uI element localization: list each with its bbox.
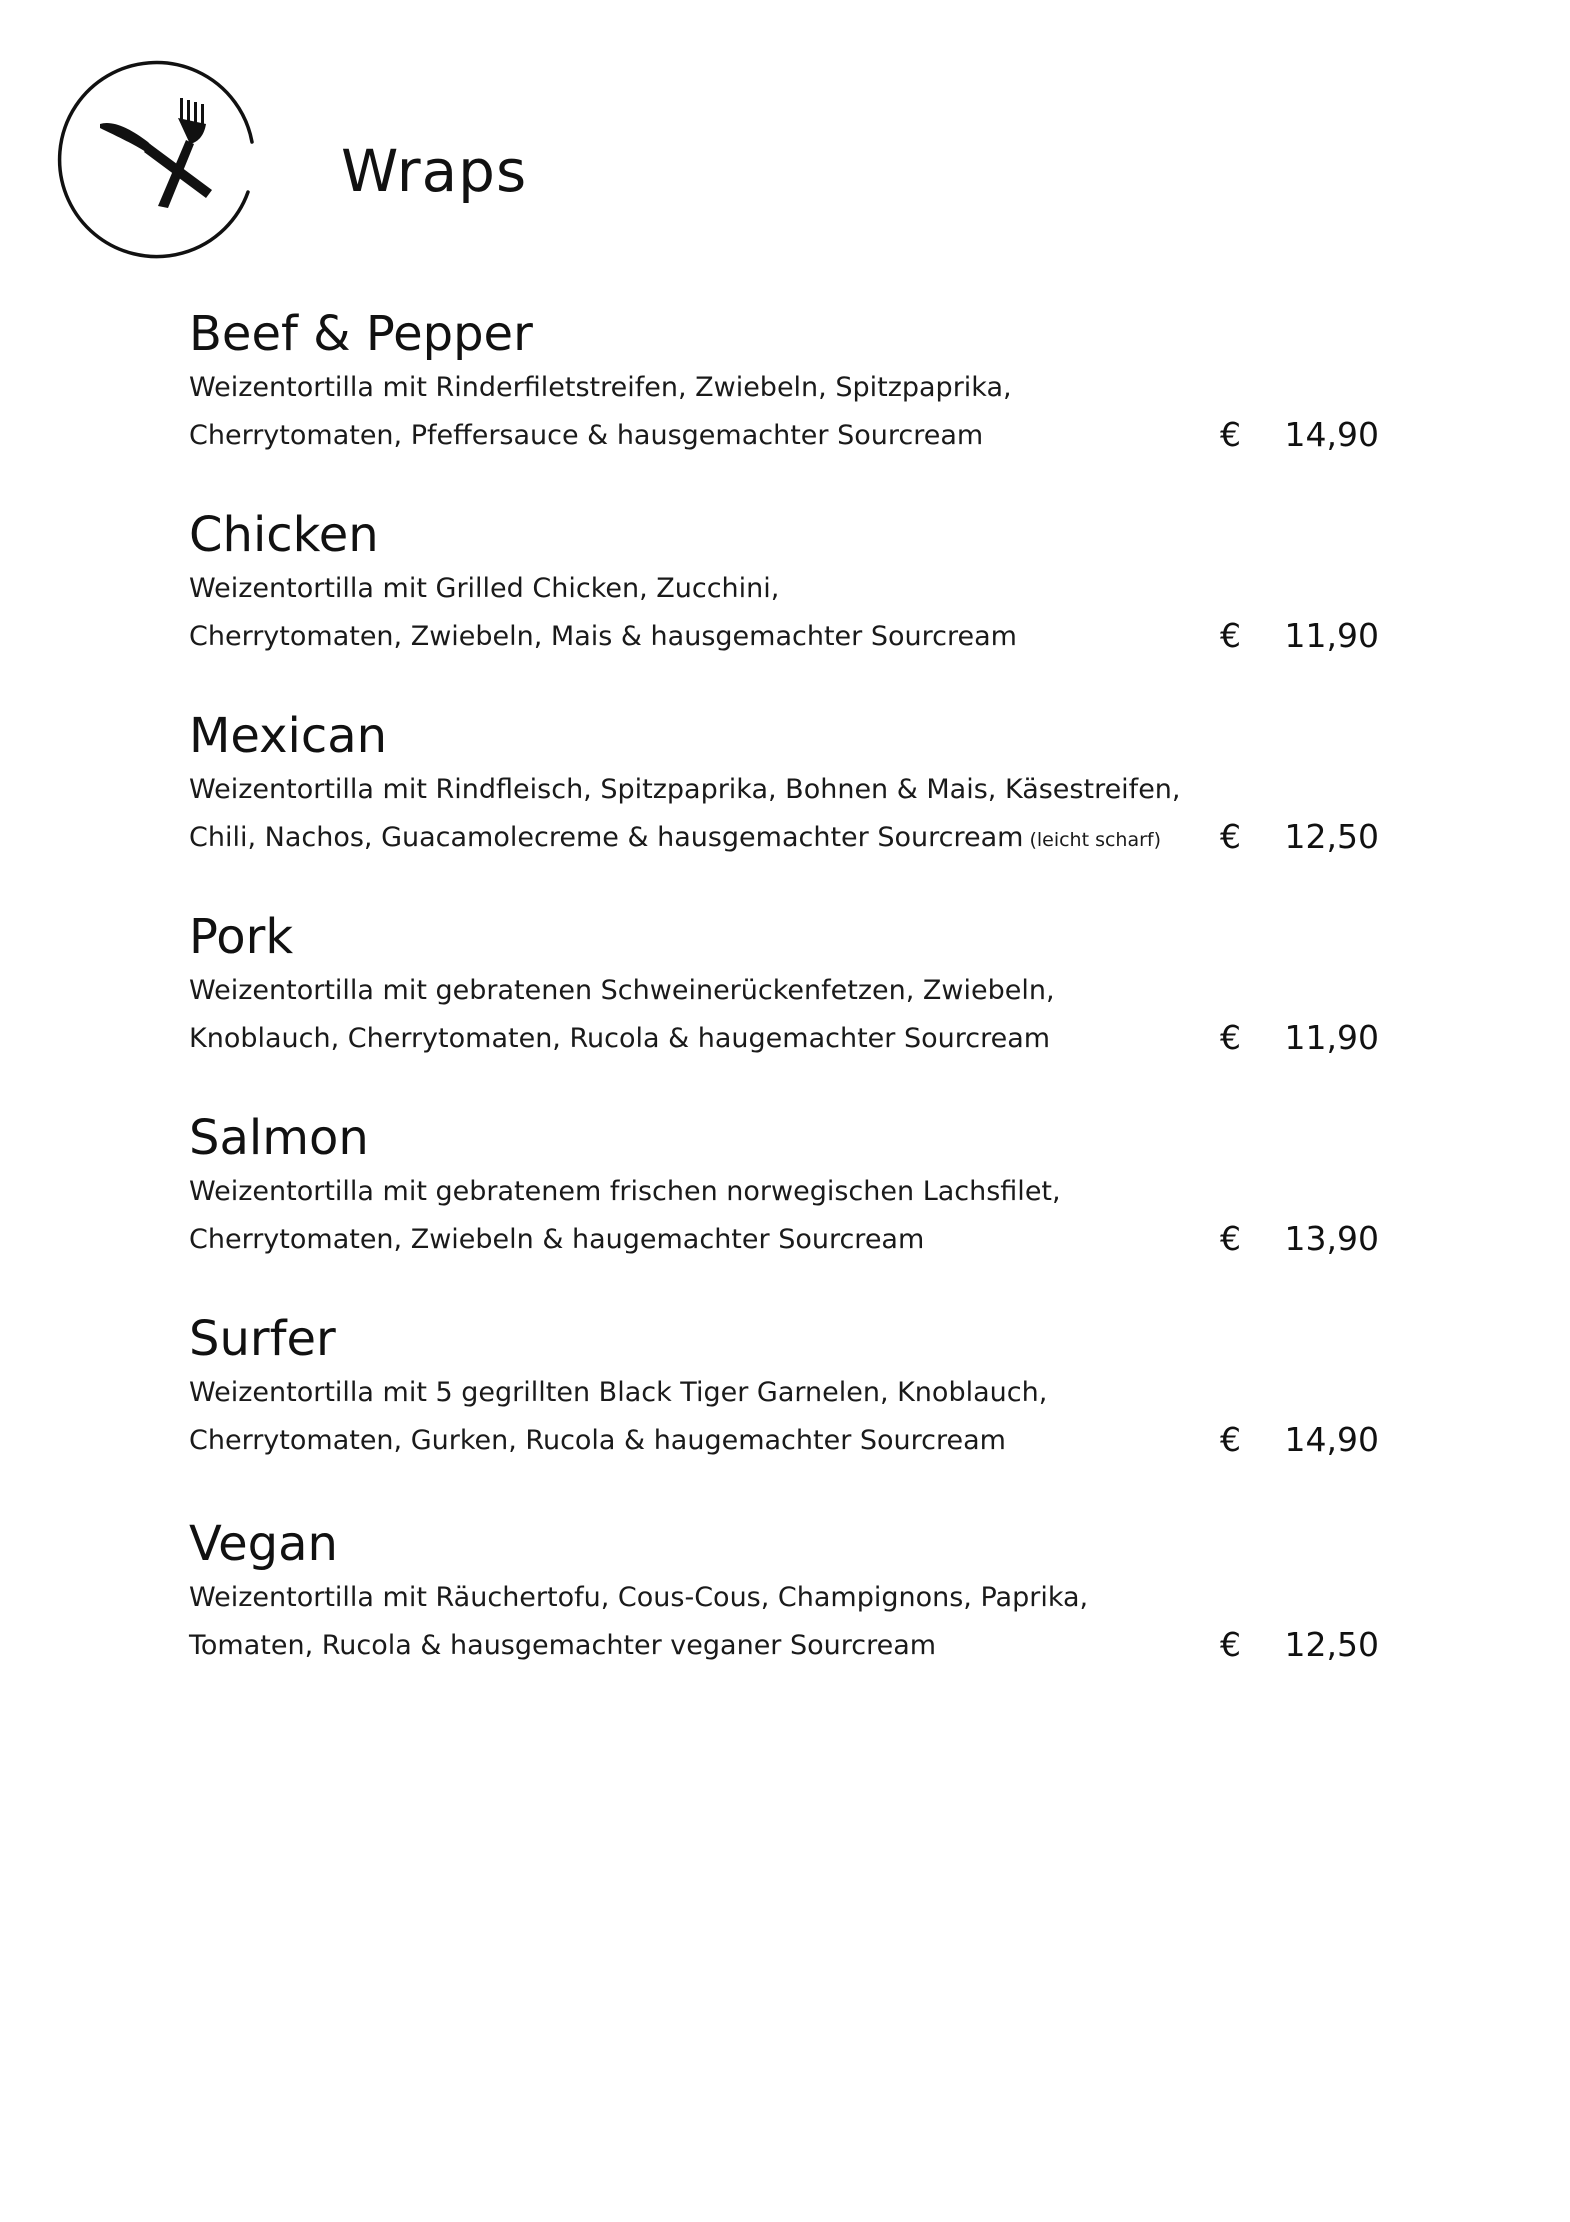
- menu-item-mexican: [189, 706, 1379, 896]
- item-price: 14,90: [1284, 415, 1379, 454]
- item-name: Vegan: [189, 1516, 338, 1572]
- item-description-line-1: Weizentortilla mit gebratenen Schweinerückenfetzen, Zwiebeln,: [189, 975, 1055, 1006]
- spice-note: (leicht scharf): [1029, 829, 1162, 851]
- item-name: Salmon: [189, 1110, 369, 1166]
- menu-item-surfer: [189, 1309, 1379, 1499]
- currency-symbol: €: [1220, 1018, 1241, 1057]
- item-description-line-1: Weizentortilla mit Rinderfiletstreifen, Zwiebeln, Spitzpaprika,: [189, 372, 1012, 403]
- item-description-line-2: [189, 818, 1161, 860]
- plate-fork-knife-icon: [52, 50, 262, 260]
- menu-item-chicken: [189, 505, 1379, 695]
- item-price: 11,90: [1284, 616, 1379, 655]
- description-text: Chili, Nachos, Guacamolecreme & hausgemachter Sourcream: [189, 822, 1024, 853]
- item-price: 13,90: [1284, 1219, 1379, 1258]
- item-description-line-2: Cherrytomaten, Zwiebeln, Mais & hausgemachter Sourcream: [189, 621, 1017, 652]
- item-description-line-1: Weizentortilla mit gebratenem frischen norwegischen Lachsfilet,: [189, 1176, 1061, 1207]
- currency-symbol: €: [1220, 1625, 1241, 1664]
- item-description-line-2: Cherrytomaten, Zwiebeln & haugemachter Sourcream: [189, 1224, 925, 1255]
- item-name: Pork: [189, 909, 294, 965]
- item-description-line-2: Cherrytomaten, Gurken, Rucola & haugemachter Sourcream: [189, 1425, 1006, 1456]
- menu-item-salmon: [189, 1108, 1379, 1298]
- item-description-line-2: Tomaten, Rucola & hausgemachter veganer Sourcream: [189, 1630, 937, 1661]
- item-price: 12,50: [1284, 1625, 1379, 1664]
- currency-symbol: €: [1220, 415, 1241, 454]
- item-description-line-2: Cherrytomaten, Pfeffersauce & hausgemachter Sourcream: [189, 420, 984, 451]
- item-description-line-1: Weizentortilla mit Räuchertofu, Cous-Cous, Champignons, Paprika,: [189, 1582, 1089, 1613]
- item-description-line-1: Weizentortilla mit Rindfleisch, Spitzpaprika, Bohnen & Mais, Käsestreifen,: [189, 774, 1181, 805]
- item-description-line-1: Weizentortilla mit 5 gegrillten Black Tiger Garnelen, Knoblauch,: [189, 1377, 1048, 1408]
- item-name: Beef & Pepper: [189, 306, 533, 362]
- item-name: Mexican: [189, 708, 388, 764]
- menu-item-pork: [189, 907, 1379, 1097]
- item-name: Chicken: [189, 507, 379, 563]
- menu-item-beef-pepper: [189, 304, 1379, 494]
- item-name: Surfer: [189, 1311, 336, 1367]
- item-description-line-1: Weizentortilla mit Grilled Chicken, Zucchini,: [189, 573, 780, 604]
- page-title: Wraps: [341, 137, 528, 205]
- currency-symbol: €: [1220, 817, 1241, 856]
- menu-item-vegan: [189, 1514, 1379, 1704]
- currency-symbol: €: [1220, 1420, 1241, 1459]
- item-price: 14,90: [1284, 1420, 1379, 1459]
- currency-symbol: €: [1220, 616, 1241, 655]
- item-price: 11,90: [1284, 1018, 1379, 1057]
- item-description-line-2: Knoblauch, Cherrytomaten, Rucola & haugemachter Sourcream: [189, 1023, 1051, 1054]
- currency-symbol: €: [1220, 1219, 1241, 1258]
- item-price: 12,50: [1284, 817, 1379, 856]
